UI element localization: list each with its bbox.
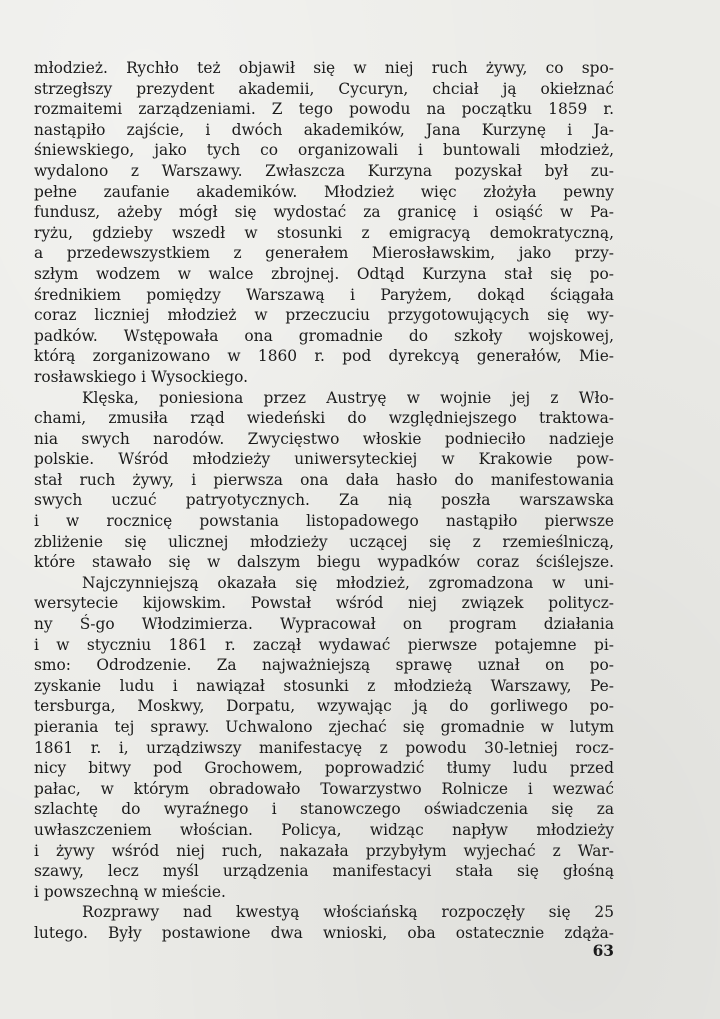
text-line: nia swych narodów. Zwycięstwo włoskie podnieciło nadzieje xyxy=(34,429,614,448)
paragraph-start-line: Najczynniejszą okazała się młodzież, zgromadzona w uni- xyxy=(82,573,614,592)
text-line: i w styczniu 1861 r. zaczął wydawać pierwsze potajemne pi- xyxy=(34,635,614,654)
text-line: i w rocznicę powstania listopadowego nastąpiło pierwsze xyxy=(34,512,614,531)
text-line: lutego. Były postawione dwa wnioski, oba ostatecznie zdąża- xyxy=(34,923,614,942)
text-line: szlachtę do wyraźnego i stanowczego oświadczenia się za xyxy=(34,800,614,819)
text-line: padków. Wstępowała ona gromadnie do szkoły wojskowej, xyxy=(34,326,614,345)
text-line: strzegłszy prezydent akademii, Cycuryn, chciał ją okiełznać xyxy=(34,79,614,98)
text-line: śniewskiego, jako tych co organizowali i buntowali młodzież, xyxy=(34,141,614,160)
text-line: którą zorganizowano w 1860 r. pod dyrekcyą generałów, Mie- xyxy=(34,347,614,366)
page-number: 63 xyxy=(592,942,614,960)
text-line: i powszechną w mieście. xyxy=(34,882,226,901)
text-line: polskie. Wśród młodzieży uniwersyteckiej w Krakowie pow- xyxy=(34,450,614,469)
text-line: a przedewszystkiem z generałem Mierosławskim, jako przy- xyxy=(34,244,614,263)
text-line: smo: Odrodzenie. Za najważniejszą sprawę uznał on po- xyxy=(34,656,614,675)
text-line: i żywy wśród niej ruch, nakazała przybyłym wyjechać z War- xyxy=(34,841,614,860)
text-line: pałac, w którym obradowało Towarzystwo Rolnicze i wezwać xyxy=(34,779,614,798)
paragraph-start-line: Rozprawy nad kwestyą włościańską rozpoczęły się 25 xyxy=(82,903,614,922)
text-line: uwłaszczeniem włościan. Policya, widząc napływ młodzieży xyxy=(34,820,614,839)
text-line: ryżu, gdzieby wszedł w stosunki z emigracyą demokratyczną, xyxy=(34,223,614,242)
text-line: ny Ś-go Włodzimierza. Wypracował on program działania xyxy=(34,615,614,634)
text-line: średnikiem pomiędzy Warszawą i Paryżem, dokąd ściągała xyxy=(34,285,614,304)
text-line: które stawało się w dalszym biegu wypadków coraz ściślejsze. xyxy=(34,553,614,572)
text-line: tersburga, Moskwy, Dorpatu, wzywając ją do gorliwego po- xyxy=(34,697,614,716)
paragraph-start-line: Klęska, poniesiona przez Austryę w wojnie jej z Wło- xyxy=(82,388,614,407)
text-line: młodzież. Rychło też objawił się w niej ruch żywy, co spo- xyxy=(34,59,614,77)
text-line: szawy, lecz myśl urządzenia manifestacyi stała się głośną xyxy=(34,862,614,881)
text-line: zyskanie ludu i nawiązał stosunki z młodzieżą Warszawy, Pe- xyxy=(34,676,614,695)
text-line: coraz liczniej młodzież w przeczuciu przygotowujących się wy- xyxy=(34,306,614,325)
text-line: pełne zaufanie akademików. Młodzież więc złożyła pewny xyxy=(34,182,614,201)
text-line: stał ruch żywy, i pierwsza ona dała hasło do manifestowania xyxy=(34,470,614,489)
text-line: rozmaitemi zarządzeniami. Z tego powodu na początku 1859 r. xyxy=(34,100,614,119)
text-line: wydalono z Warszawy. Zwłaszcza Kurzyna pozyskał był zu- xyxy=(34,161,614,180)
text-line: fundusz, ażeby mógł się wydostać za granicę i osiąść w Pa- xyxy=(34,203,614,222)
text-line: rosławskiego i Wysockiego. xyxy=(34,367,248,386)
text-line: szłym wodzem w walce zbrojnej. Odtąd Kurzyna stał się po- xyxy=(34,264,614,283)
text-line: pierania tej sprawy. Uchwalono zjechać się gromadnie w lutym xyxy=(34,718,614,736)
text-line: 1861 r. i, urządziwszy manifestacyę z powodu 30-letniej rocz- xyxy=(34,738,614,757)
text-line: swych uczuć patryotycznych. Za nią poszła warszawska xyxy=(34,491,614,510)
text-line: zbliżenie się ulicznej młodzieży uczącej się z rzemieślniczą, xyxy=(34,532,614,551)
text-line: nicy bitwy pod Grochowem, poprowadzić tłumy ludu przed xyxy=(34,759,614,778)
text-line: nastąpiło zajście, i dwóch akademików, Jana Kurzynę i Ja- xyxy=(34,120,614,139)
text-line: chami, zmusiła rząd wiedeński do względniejszego traktowa- xyxy=(34,409,614,428)
body-text xyxy=(34,58,614,944)
text-line: wersytecie kijowskim. Powstał wśród niej związek politycz- xyxy=(34,594,614,613)
